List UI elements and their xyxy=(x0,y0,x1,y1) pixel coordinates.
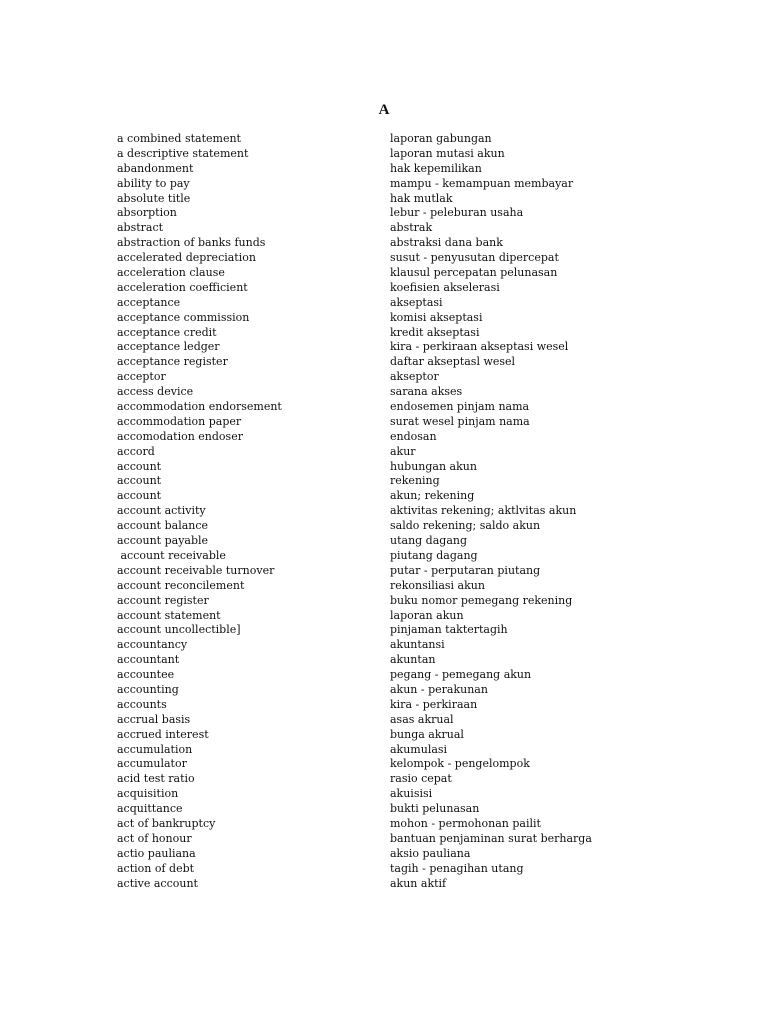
entry-term: acquisition xyxy=(117,787,179,801)
glossary-entry xyxy=(117,832,597,847)
entry-translation: abstraksi dana bank xyxy=(390,236,503,250)
glossary-entry xyxy=(117,638,597,653)
glossary-entry xyxy=(117,311,597,326)
glossary-entry xyxy=(117,728,597,743)
glossary-entry xyxy=(117,177,597,192)
entry-translation: tagih - penagihan utang xyxy=(390,861,524,875)
entry-term: accommodation paper xyxy=(117,414,242,428)
glossary-entry xyxy=(117,609,597,624)
entry-term: acid test ratio xyxy=(117,772,195,786)
entry-translation: kira - perkiraan akseptasi wesel xyxy=(390,340,569,354)
glossary-entry xyxy=(117,623,597,638)
glossary-list xyxy=(117,132,597,891)
entry-term: act of honour xyxy=(117,831,192,845)
entry-translation: hak kepemilikan xyxy=(390,161,482,175)
glossary-entry xyxy=(117,221,597,236)
entry-translation: akun - perakunan xyxy=(390,682,488,696)
entry-translation: akuntansi xyxy=(390,638,445,652)
entry-term: acceptance register xyxy=(117,355,228,369)
entry-term: accumulation xyxy=(117,742,193,756)
glossary-entry xyxy=(117,340,597,355)
glossary-entry xyxy=(117,132,597,147)
entry-term: account receivable xyxy=(117,548,226,562)
glossary-entry xyxy=(117,743,597,758)
entry-translation: sarana akses xyxy=(390,385,463,399)
entry-translation: rekonsiliasi akun xyxy=(390,578,485,592)
glossary-entry xyxy=(117,668,597,683)
entry-term: acceptance ledger xyxy=(117,340,220,354)
entry-term: act of bankruptcy xyxy=(117,816,216,830)
entry-term: a descriptive statement xyxy=(117,146,249,160)
entry-translation: akur xyxy=(390,444,416,458)
glossary-entry xyxy=(117,236,597,251)
entry-translation: akun; rekening xyxy=(390,489,475,503)
entry-translation: akseptasi xyxy=(390,295,443,309)
glossary-entry xyxy=(117,489,597,504)
entry-term: abandonment xyxy=(117,161,194,175)
entry-translation: utang dagang xyxy=(390,534,468,548)
glossary-entry xyxy=(117,877,597,892)
glossary-entry xyxy=(117,326,597,341)
entry-term: accounting xyxy=(117,682,179,696)
entry-term: absorption xyxy=(117,206,177,220)
entry-translation: bukti pelunasan xyxy=(390,802,480,816)
glossary-entry xyxy=(117,430,597,445)
glossary-entry xyxy=(117,713,597,728)
glossary-entry xyxy=(117,445,597,460)
entry-term: account balance xyxy=(117,519,209,533)
entry-term: account receivable turnover xyxy=(117,563,275,577)
entry-translation: mampu - kemampuan membayar xyxy=(390,176,574,190)
entry-term: accomodation endoser xyxy=(117,429,243,443)
glossary-entry xyxy=(117,147,597,162)
glossary-entry xyxy=(117,594,597,609)
glossary-entry xyxy=(117,192,597,207)
entry-translation: akuisisi xyxy=(390,787,433,801)
entry-translation: endosan xyxy=(390,429,437,443)
glossary-entry xyxy=(117,757,597,772)
glossary-entry xyxy=(117,862,597,877)
glossary-entry xyxy=(117,206,597,221)
glossary-entry xyxy=(117,772,597,787)
glossary-entry xyxy=(117,698,597,713)
entry-term: acceptance commission xyxy=(117,310,250,324)
entry-translation: asas akrual xyxy=(390,712,454,726)
entry-translation: kelompok - pengelompok xyxy=(390,757,530,771)
entry-translation: abstrak xyxy=(390,221,433,235)
entry-term: accountee xyxy=(117,668,175,682)
glossary-entry xyxy=(117,519,597,534)
glossary-entry xyxy=(117,370,597,385)
entry-translation: rasio cepat xyxy=(390,772,452,786)
entry-term: accrual basis xyxy=(117,712,191,726)
entry-term: account xyxy=(117,459,162,473)
entry-term: accumulator xyxy=(117,757,187,771)
entry-translation: akun aktif xyxy=(390,876,447,890)
glossary-entry xyxy=(117,549,597,564)
glossary-entry xyxy=(117,355,597,370)
entry-translation: putar - perputaran piutang xyxy=(390,563,541,577)
entry-term: account payable xyxy=(117,534,209,548)
entry-term: acceptor xyxy=(117,370,166,384)
glossary-entry xyxy=(117,251,597,266)
entry-translation: saldo rekening; saldo akun xyxy=(390,519,541,533)
entry-translation: akseptor xyxy=(390,370,439,384)
glossary-entry xyxy=(117,162,597,177)
entry-term: accelerated depreciation xyxy=(117,251,256,265)
glossary-entry xyxy=(117,787,597,802)
glossary-entry xyxy=(117,296,597,311)
entry-term: abstraction of banks funds xyxy=(117,236,266,250)
entry-translation: laporan mutasi akun xyxy=(390,146,505,160)
entry-term: accountancy xyxy=(117,638,188,652)
entry-term: accrued interest xyxy=(117,727,209,741)
entry-translation: daftar akseptasl wesel xyxy=(390,355,516,369)
entry-term: acceleration coefficient xyxy=(117,280,248,294)
entry-translation: mohon - permohonan pailit xyxy=(390,816,541,830)
entry-term: account activity xyxy=(117,504,206,518)
entry-term: action of debt xyxy=(117,861,195,875)
entry-translation: pegang - pemegang akun xyxy=(390,668,532,682)
entry-translation: susut - penyusutan dipercepat xyxy=(390,251,559,265)
entry-translation: hubungan akun xyxy=(390,459,477,473)
entry-translation: komisi akseptasi xyxy=(390,310,483,324)
entry-term: account reconcilement xyxy=(117,578,245,592)
entry-translation: koefisien akselerasi xyxy=(390,280,500,294)
glossary-entry xyxy=(117,281,597,296)
glossary-entry xyxy=(117,415,597,430)
glossary-entry xyxy=(117,817,597,832)
entry-term: acceptance xyxy=(117,295,181,309)
entry-term: account register xyxy=(117,593,209,607)
entry-term: account statement xyxy=(117,608,221,622)
glossary-entry xyxy=(117,474,597,489)
entry-term: account xyxy=(117,489,162,503)
glossary-entry xyxy=(117,504,597,519)
entry-term: acceleration clause xyxy=(117,266,225,280)
entry-term: a combined statement xyxy=(117,132,241,145)
glossary-entry xyxy=(117,400,597,415)
entry-translation: pinjaman taktertagih xyxy=(390,623,508,637)
entry-term: active account xyxy=(117,876,198,890)
entry-term: actio pauliana xyxy=(117,846,196,860)
entry-translation: piutang dagang xyxy=(390,548,478,562)
entry-translation: laporan gabungan xyxy=(390,132,492,145)
entry-translation: bantuan penjaminan surat berharga xyxy=(390,831,592,845)
entry-translation: endosemen pinjam nama xyxy=(390,400,530,414)
entry-term: absolute title xyxy=(117,191,191,205)
entry-term: account xyxy=(117,474,162,488)
entry-translation: surat wesel pinjam nama xyxy=(390,414,530,428)
glossary-entry xyxy=(117,385,597,400)
entry-term: accommodation endorsement xyxy=(117,400,282,414)
glossary-entry xyxy=(117,534,597,549)
entry-term: account uncollectible] xyxy=(117,623,241,637)
entry-term: ability to pay xyxy=(117,176,190,190)
entry-term: accountant xyxy=(117,653,180,667)
glossary-entry xyxy=(117,802,597,817)
entry-translation: kira - perkiraan xyxy=(390,697,478,711)
glossary-entry xyxy=(117,847,597,862)
entry-translation: aktivitas rekening; aktlvitas akun xyxy=(390,504,577,518)
entry-term: accounts xyxy=(117,697,167,711)
entry-translation: akumulasi xyxy=(390,742,448,756)
entry-term: access device xyxy=(117,385,194,399)
glossary-entry xyxy=(117,579,597,594)
page-heading: A xyxy=(378,102,390,118)
entry-term: acceptance credit xyxy=(117,325,217,339)
glossary-entry xyxy=(117,266,597,281)
entry-term: acquittance xyxy=(117,802,183,816)
entry-translation: bunga akrual xyxy=(390,727,464,741)
glossary-entry xyxy=(117,460,597,475)
glossary-entry xyxy=(117,653,597,668)
entry-translation: laporan akun xyxy=(390,608,464,622)
glossary-entry xyxy=(117,683,597,698)
entry-translation: lebur - peleburan usaha xyxy=(390,206,524,220)
entry-translation: akuntan xyxy=(390,653,436,667)
entry-translation: aksio pauliana xyxy=(390,846,471,860)
entry-term: abstract xyxy=(117,221,164,235)
entry-translation: buku nomor pemegang rekening xyxy=(390,593,573,607)
entry-translation: hak mutlak xyxy=(390,191,453,205)
entry-translation: rekening xyxy=(390,474,440,488)
entry-term: accord xyxy=(117,444,155,458)
entry-translation: klausul percepatan pelunasan xyxy=(390,266,558,280)
glossary-entry xyxy=(117,564,597,579)
entry-translation: kredit akseptasi xyxy=(390,325,480,339)
